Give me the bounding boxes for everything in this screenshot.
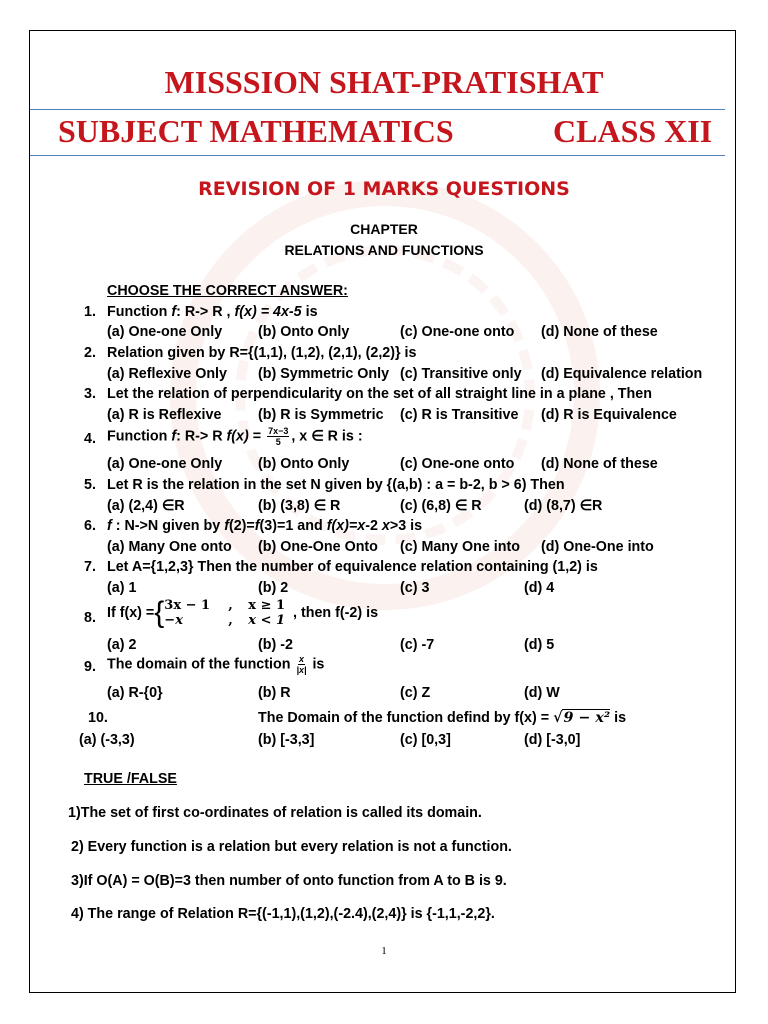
option-c: (c) Many One into [400, 539, 520, 555]
option-d: (d) (8,7) ∈R [524, 498, 603, 514]
option-a: (a) One-one Only [107, 456, 223, 472]
question-number: 1. [84, 304, 96, 320]
option-a: (a) One-one Only [107, 324, 223, 340]
fraction: $\frac{7x-3}{5}$ [268, 426, 289, 447]
question-text: The domain of the function $\frac{x}{|x|}$ is [107, 654, 325, 675]
option-a: (a) (2,4) ∈R [107, 498, 185, 514]
option-b: (b) Symmetric Only [258, 366, 390, 382]
question-number: 4. [84, 431, 96, 447]
question-number: 7. [84, 559, 96, 575]
question-number: 9. [84, 659, 96, 675]
option-c: (c) One-one onto [400, 456, 515, 472]
header-rule-top [30, 109, 725, 110]
option-b: (b) One-One Onto [258, 539, 378, 555]
header-rule-bottom [30, 155, 725, 156]
question-number: 6. [84, 518, 96, 534]
question-text: If f(x) = { 3x − 1 , x ≥ 1 −x , x < 1 , then f(-2) is [107, 596, 379, 629]
question-text: f : N->N given by f(2)=f(3)=1 and f(x)=x-2 x>3 is [107, 518, 423, 534]
option-a: (a) Many One onto [107, 539, 232, 555]
mcq-heading: CHOOSE THE CORRECT ANSWER: [107, 283, 348, 299]
option-d: (d) W [524, 685, 560, 701]
option-b: (b) [-3,3] [258, 732, 315, 748]
option-a: (a) 2 [107, 637, 137, 653]
option-b: (b) 2 [258, 580, 289, 596]
true-false-item: 3)If O(A) = O(B)=3 then number of onto function from A to B is 9. [71, 873, 507, 889]
class-title: CLASS XII [553, 113, 713, 149]
option-d: (d) One-One into [541, 539, 654, 555]
left-brace: { [154, 596, 165, 629]
option-a: (a) R is Reflexive [107, 407, 222, 423]
option-d: (d) [-3,0] [524, 732, 581, 748]
question-text: Let the relation of perpendicularity on the set of all straight line in a plane , Then [107, 386, 652, 402]
option-b: (b) -2 [258, 637, 293, 653]
option-d: (d) Equivalence relation [541, 366, 703, 382]
option-c: (c) Z [400, 685, 431, 701]
option-a: (a) Reflexive Only [107, 366, 227, 382]
page-number: 1 [381, 945, 387, 957]
option-a: (a) 1 [107, 580, 137, 596]
option-d: (d) 5 [524, 637, 555, 653]
piecewise-definition: 3x − 1 , x ≥ 1 −x , x < 1 [164, 598, 286, 628]
question-number: 8. [84, 610, 96, 626]
option-c: (c) One-one onto [400, 324, 515, 340]
option-c: (c) 3 [400, 580, 430, 596]
option-b: (b) R is Symmetric [258, 407, 384, 423]
option-c: (c) -7 [400, 637, 435, 653]
question-text: Let R is the relation in the set N given by {(a,b) : a = b-2, b > 6) Then [107, 477, 565, 493]
question-number: 2. [84, 345, 96, 361]
fraction: $\frac{x}{|x|}$ [296, 654, 307, 675]
option-b: (b) (3,8) ∈ R [258, 498, 341, 514]
question-number: 3. [84, 386, 96, 402]
option-b: (b) Onto Only [258, 324, 350, 340]
option-d: (d) R is Equivalence [541, 407, 677, 423]
option-d: (d) 4 [524, 580, 555, 596]
option-d: (d) None of these [541, 324, 658, 340]
option-c: (c) Transitive only [400, 366, 522, 382]
option-a: (a) R-{0} [107, 685, 163, 701]
true-false-item: 4) The range of Relation R={(-1,1),(1,2),(-2.4),(2,4)} is {-1,1,-2,2}. [71, 906, 495, 922]
option-d: (d) None of these [541, 456, 658, 472]
option-b: (b) Onto Only [258, 456, 350, 472]
chapter-name: RELATIONS AND FUNCTIONS [284, 242, 484, 258]
option-b: (b) R [258, 685, 291, 701]
subject-title: SUBJECT MATHEMATICS [58, 113, 454, 149]
mission-title: MISSSION SHAT-PRATISHAT [164, 64, 604, 100]
question-text: Let A={1,2,3} Then the number of equivalence relation containing (1,2) is [107, 559, 598, 575]
option-c: (c) [0,3] [400, 732, 451, 748]
option-c: (c) (6,8) ∈ R [400, 498, 482, 514]
question-text: The Domain of the function defind by f(x) = √9 − x² is [258, 710, 627, 726]
option-c: (c) R is Transitive [400, 407, 519, 423]
square-root: √9 − x² [553, 710, 611, 726]
true-false-item: 2) Every function is a relation but every relation is not a function. [71, 839, 512, 855]
question-text: Relation given by R={(1,1), (1,2), (2,1), (2,2)} is [107, 345, 417, 361]
revision-title: REVISION OF 1 MARKS QUESTIONS [198, 178, 570, 200]
chapter-label: CHAPTER [350, 221, 418, 237]
question-number: 5. [84, 477, 96, 493]
true-false-heading: TRUE /FALSE [84, 771, 177, 787]
question-number: 10. [88, 710, 108, 726]
option-a: (a) (-3,3) [79, 732, 135, 748]
true-false-item: 1)The set of first co-ordinates of relation is called its domain. [68, 805, 482, 821]
question-text: Function f: R-> R f(x) = $\frac{7x-3}{5}$ , x ∈ R is : [107, 426, 363, 447]
question-text: Function f: R-> R , f(x) = 4x-5 is [107, 304, 318, 320]
